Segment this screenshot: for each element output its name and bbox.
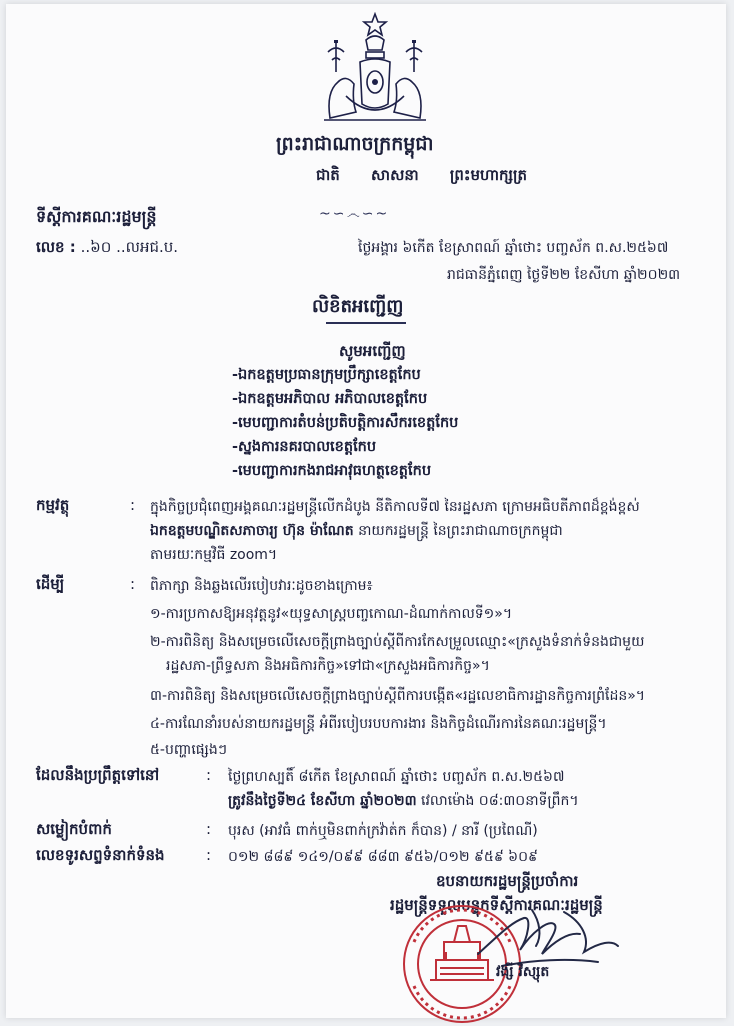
meeting-time: វេលាម៉ោង ០៨:៣០នាទីព្រឹក។	[416, 793, 579, 809]
motto-king: ព្រះមហាក្សត្រ	[449, 166, 528, 184]
reference-number	[36, 238, 178, 260]
motto-religion: សាសនា	[371, 166, 419, 184]
lunar-date: ថ្ងៃអង្គារ ៦កើត ខែស្រាពណ៍ ឆ្នាំថោះ បញ្ចស័ក ព.ស.២៥៦៧	[358, 240, 669, 256]
national-motto	[316, 166, 553, 188]
signatory-name: វង្សី វិស្សុត	[496, 964, 550, 980]
document-page	[6, 4, 726, 1018]
attire-colon: :	[206, 820, 212, 838]
signatory-position: រដ្ឋមន្ត្រីទទួលបន្ទុកទីស្តីការគណៈរដ្ឋមន្ត្រី	[390, 896, 603, 914]
agenda-item-continued: រដ្ឋសភា-ព្រឹទ្ធសភា និងអធិការកិច្ច»ទៅជា«ក្រសួងអធិការកិច្ច»។	[166, 658, 490, 674]
reference-label: លេខ :	[36, 238, 76, 256]
subject-label: កម្មវត្ថុ	[36, 496, 70, 514]
attire-label: សម្លៀកបំពាក់	[36, 820, 112, 838]
solar-date: រាជធានីភ្នំពេញ ថ្ងៃទី២២ ខែសីហា ឆ្នាំ២០២៣	[447, 267, 681, 283]
signatory-title: ឧបនាយករដ្ឋមន្ត្រីប្រចាំការ	[436, 872, 579, 890]
meeting-date: ត្រូវនឹងថ្ងៃទី២៤ ខែសីហា ឆ្នាំ២០២៣	[228, 793, 417, 809]
subject-colon: :	[130, 496, 136, 514]
contact-label: លេខទូរសព្ទទំនាក់ទំនង	[36, 846, 165, 864]
purpose-colon: :	[130, 575, 136, 593]
motto-nation: ជាតិ	[316, 166, 340, 184]
royal-coat-of-arms-icon	[316, 12, 434, 128]
subject-line: តាមរយៈកម្មវិធី zoom។	[150, 547, 278, 563]
agenda-item: ៤-ការណែនាំរបស់នាយករដ្ឋមន្ត្រី អំពីរបៀបរបបការងារ និងកិច្ចដំណើរការនៃគណៈរដ្ឋមន្ត្រី។	[150, 716, 607, 732]
kingdom-title: ព្រះរាជាណាចក្រកម្ពុជា	[276, 133, 434, 155]
schedule-line	[228, 791, 579, 812]
title-underline	[326, 322, 406, 324]
schedule-colon: :	[206, 766, 212, 784]
schedule-line: ថ្ងៃព្រហស្បតិ៍ ៨កើត ខែស្រាពណ៍ ឆ្នាំថោះ បញ្ចស័ក ព.ស.២៥៦៧	[228, 769, 565, 785]
decorative-flourish: ~∽෴∽~	[319, 206, 390, 222]
subject-line-rest: នាយករដ្ឋមន្ត្រី នៃព្រះរាជាណាចក្រកម្ពុជា	[353, 523, 563, 539]
invitee-item: -ស្នងការនគរបាលខេត្តកែប	[232, 439, 377, 455]
document-title: លិខិតអញ្ជើញ	[312, 296, 404, 317]
invitee-item: -ឯកឧត្តមប្រធានក្រុមប្រឹក្សាខេត្តកែប	[232, 367, 421, 383]
invitee-item: -ឯកឧត្តមអភិបាល អភិបាលខេត្តកែប	[232, 391, 428, 407]
invitation-heading: សូមអញ្ជើញ	[339, 342, 406, 360]
invitee-item: -មេបញ្ជាការកងរាជអាវុធហត្ថខេត្តកែប	[232, 463, 432, 479]
contact-colon: :	[206, 846, 212, 864]
subject-line	[150, 521, 563, 542]
prime-minister-name: ឯកឧត្តមបណ្ឌិតសភាចារ្យ ហ៊ុន ម៉ាណែត	[150, 523, 354, 539]
contact-phone-numbers: ០១២ ៨៨៩ ១៤១/០៩៩ ៨៨៣ ៩៥៦/០១២ ៩៥៩ ៦០៩	[228, 849, 538, 865]
issuing-ministry: ទីស្តីការគណៈរដ្ឋមន្ត្រី	[36, 207, 157, 226]
attire-value: បុរស (អាវធំ ពាក់ឬមិនពាក់ក្រវ៉ាត់ក ក៏បាន) / នារី (ប្រពៃណី)	[228, 823, 538, 839]
purpose-label: ដើម្បី	[36, 575, 65, 593]
agenda-item: ៥-បញ្ហាផ្សេងៗ	[150, 742, 227, 758]
purpose-intro: ពិភាក្សា និងឆ្លងលើរបៀបវារៈដូចខាងក្រោម៖	[150, 578, 373, 594]
subject-line: ក្នុងកិច្ចប្រជុំពេញអង្គគណៈរដ្ឋមន្ត្រីលើកដំបូង នីតិកាលទី៧ នៃរដ្ឋសភា ក្រោមអធិបតីភាពដ៏ខ្ពង់ខ្ពស់	[150, 499, 640, 515]
agenda-item: ២-ការពិនិត្យ និងសម្រេចលើសេចក្តីព្រាងច្បាប់ស្តីពីការកែសម្រួលឈ្មោះ«ក្រសួងទំនាក់ទំនងជាមួយ	[150, 634, 645, 650]
agenda-item: ១-ការប្រកាសឱ្យអនុវត្តនូវ«យុទ្ធសាស្ត្របញ្ចកោណ-ដំណាក់កាលទី១»។	[150, 606, 513, 622]
agenda-item: ៣-ការពិនិត្យ និងសម្រេចលើសេចក្តីព្រាងច្បាប់ស្តីពីការបង្កើត«រដ្ឋលេខាធិការដ្ឋានកិច្ចការព្រំដែន»។	[150, 688, 646, 704]
schedule-label: ដែលនឹងប្រព្រឹត្តទៅនៅ	[36, 766, 160, 784]
invitee-item: -មេបញ្ជាការតំបន់ប្រតិបត្តិការសឹករខេត្តកែប	[232, 415, 459, 431]
reference-value: ..៦០ ..លអជ.ប.	[80, 238, 179, 256]
